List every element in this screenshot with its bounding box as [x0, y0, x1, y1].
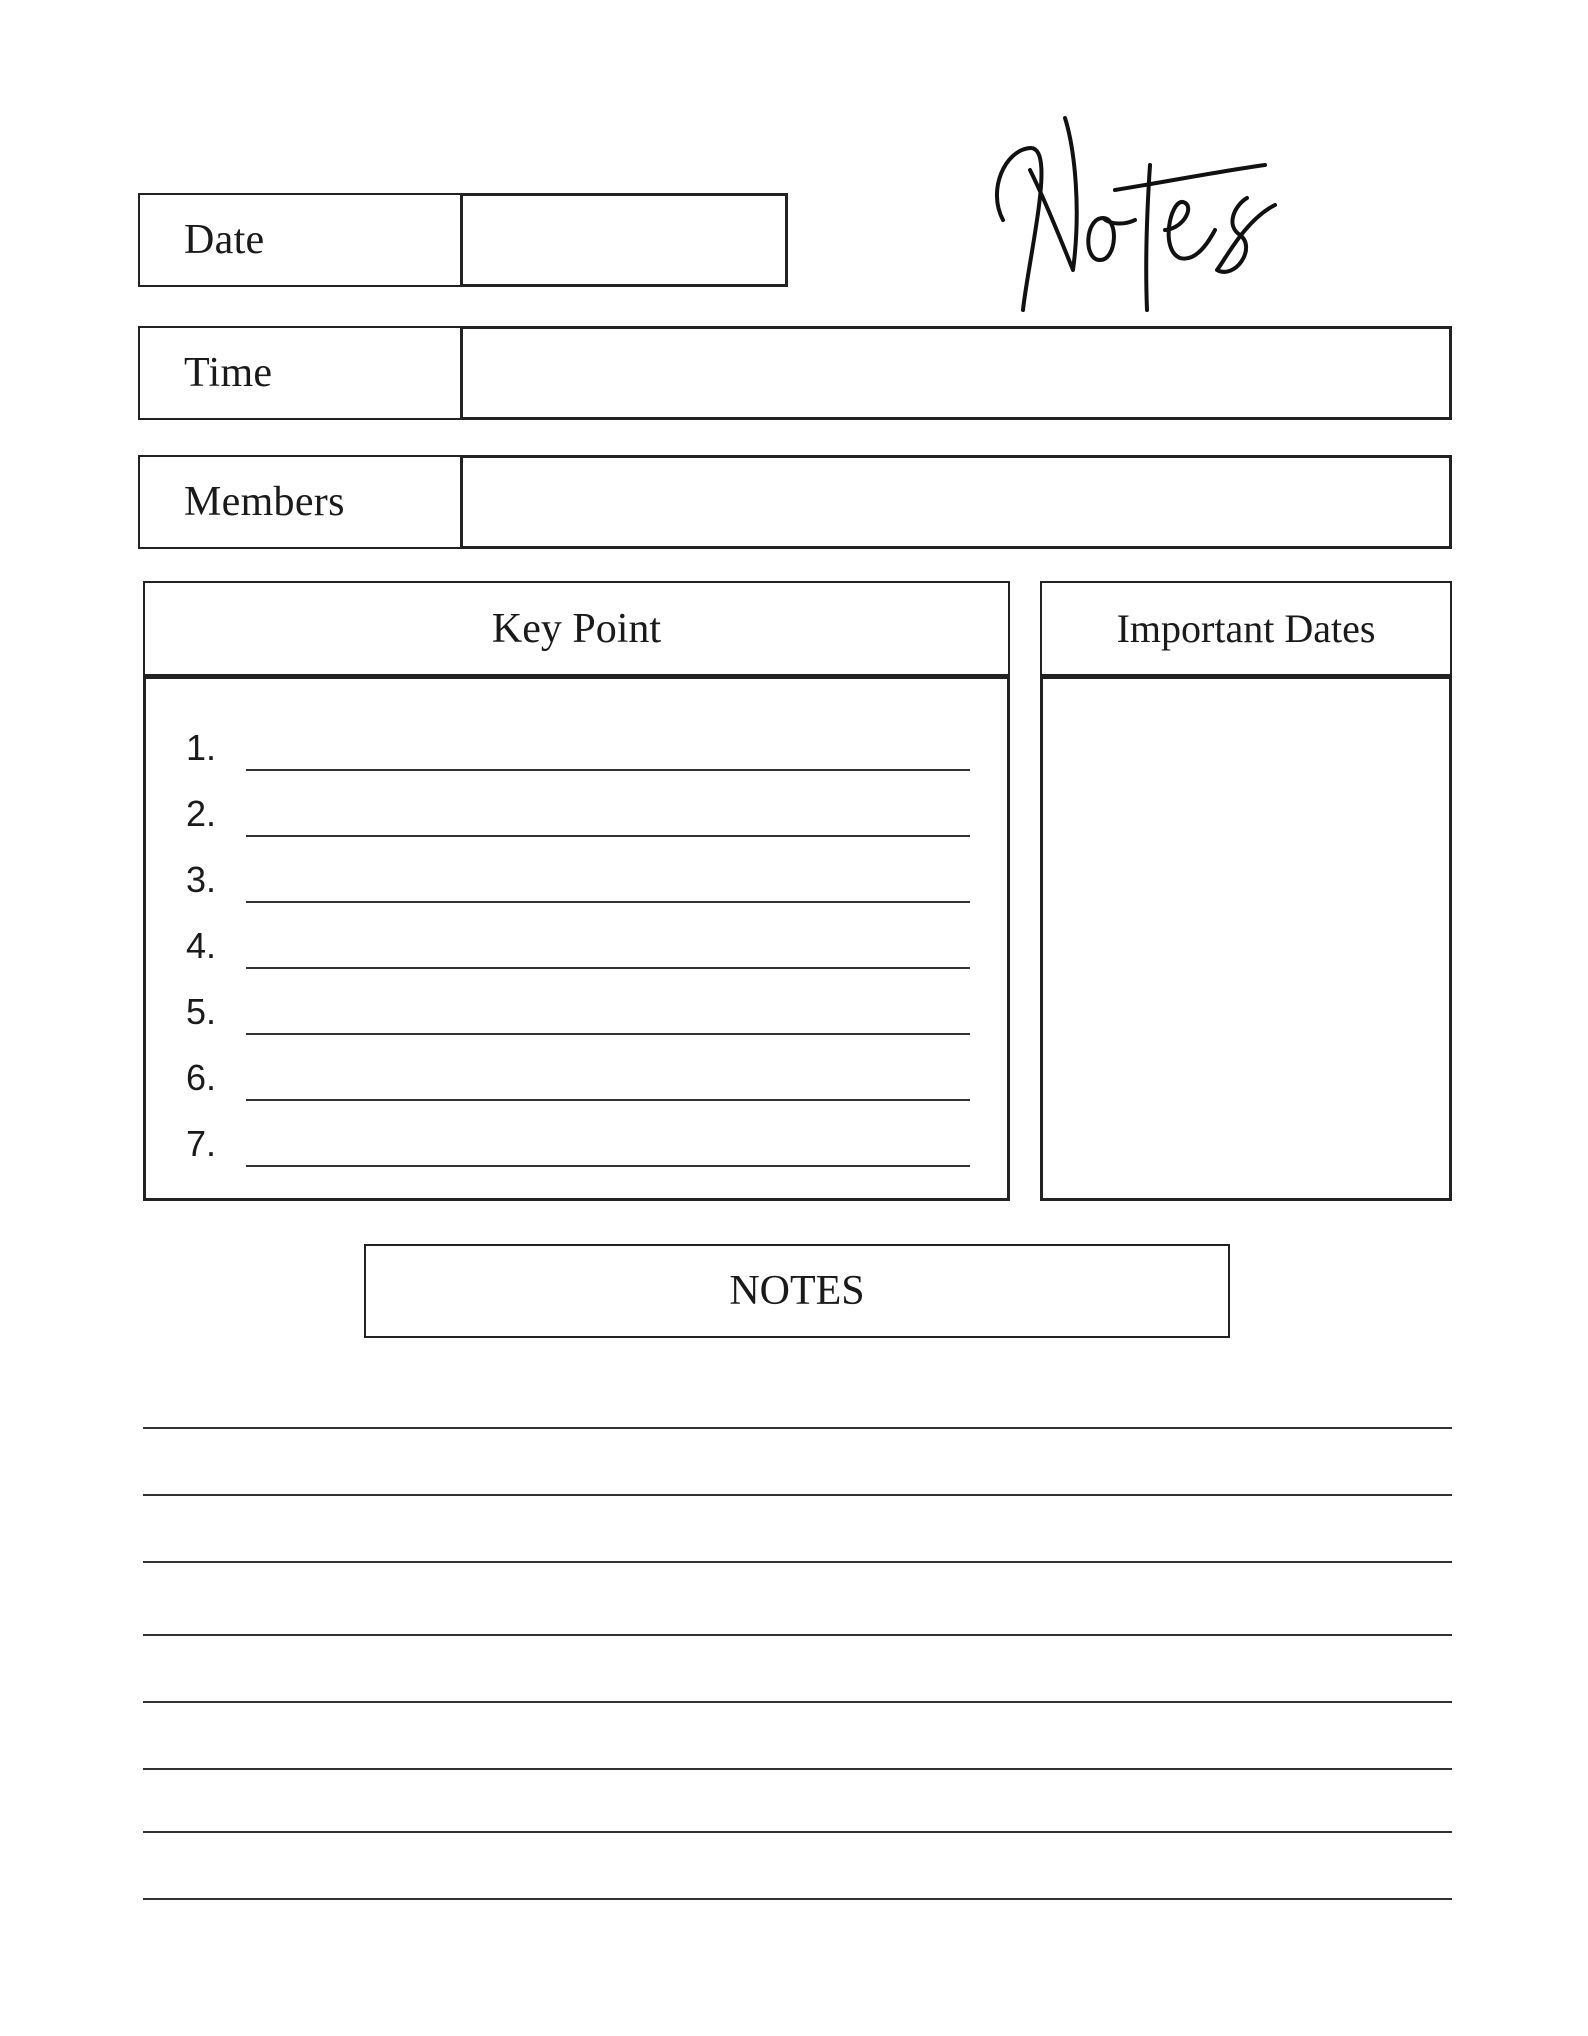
notes-line[interactable] [143, 1561, 1452, 1563]
important-dates-heading-box [1040, 581, 1452, 676]
date-label-box [138, 193, 462, 287]
key-point-number: 4. [186, 925, 217, 966]
key-point-number: 6. [186, 1057, 217, 1098]
notes-line[interactable] [143, 1898, 1452, 1900]
notes-line[interactable] [143, 1427, 1452, 1429]
members-field[interactable] [460, 455, 1452, 549]
key-point-line[interactable] [246, 835, 970, 837]
key-point-number: 5. [186, 991, 217, 1032]
important-dates-heading: Important Dates [1116, 606, 1376, 651]
notes-heading: NOTES [729, 1268, 865, 1314]
key-point-line[interactable] [246, 1099, 970, 1101]
key-point-number: 3. [186, 859, 217, 900]
key-point-line[interactable] [246, 967, 970, 969]
key-point-heading-box [143, 581, 1010, 676]
members-label: Members [184, 479, 345, 525]
notes-line[interactable] [143, 1634, 1452, 1636]
key-point-line[interactable] [246, 769, 970, 771]
key-point-line[interactable] [246, 1165, 970, 1167]
key-point-list-box [143, 676, 1010, 1201]
key-point-line[interactable] [246, 1033, 970, 1035]
notes-heading-box [364, 1244, 1230, 1338]
key-point-number: 7. [186, 1123, 217, 1164]
key-point-heading: Key Point [491, 605, 662, 652]
key-point-number: 2. [186, 793, 217, 834]
key-point-number: 1. [186, 727, 217, 768]
date-field[interactable] [460, 193, 788, 287]
date-label: Date [184, 217, 265, 263]
time-label-box [138, 326, 462, 420]
notes-line[interactable] [143, 1701, 1452, 1703]
time-label: Time [184, 350, 273, 396]
notes-script-title [985, 110, 1285, 320]
notes-line[interactable] [143, 1768, 1452, 1770]
notes-line[interactable] [143, 1831, 1452, 1833]
key-point-line[interactable] [246, 901, 970, 903]
important-dates-area[interactable] [1040, 676, 1452, 1201]
notes-line[interactable] [143, 1494, 1452, 1496]
time-field[interactable] [460, 326, 1452, 420]
members-label-box [138, 455, 462, 549]
